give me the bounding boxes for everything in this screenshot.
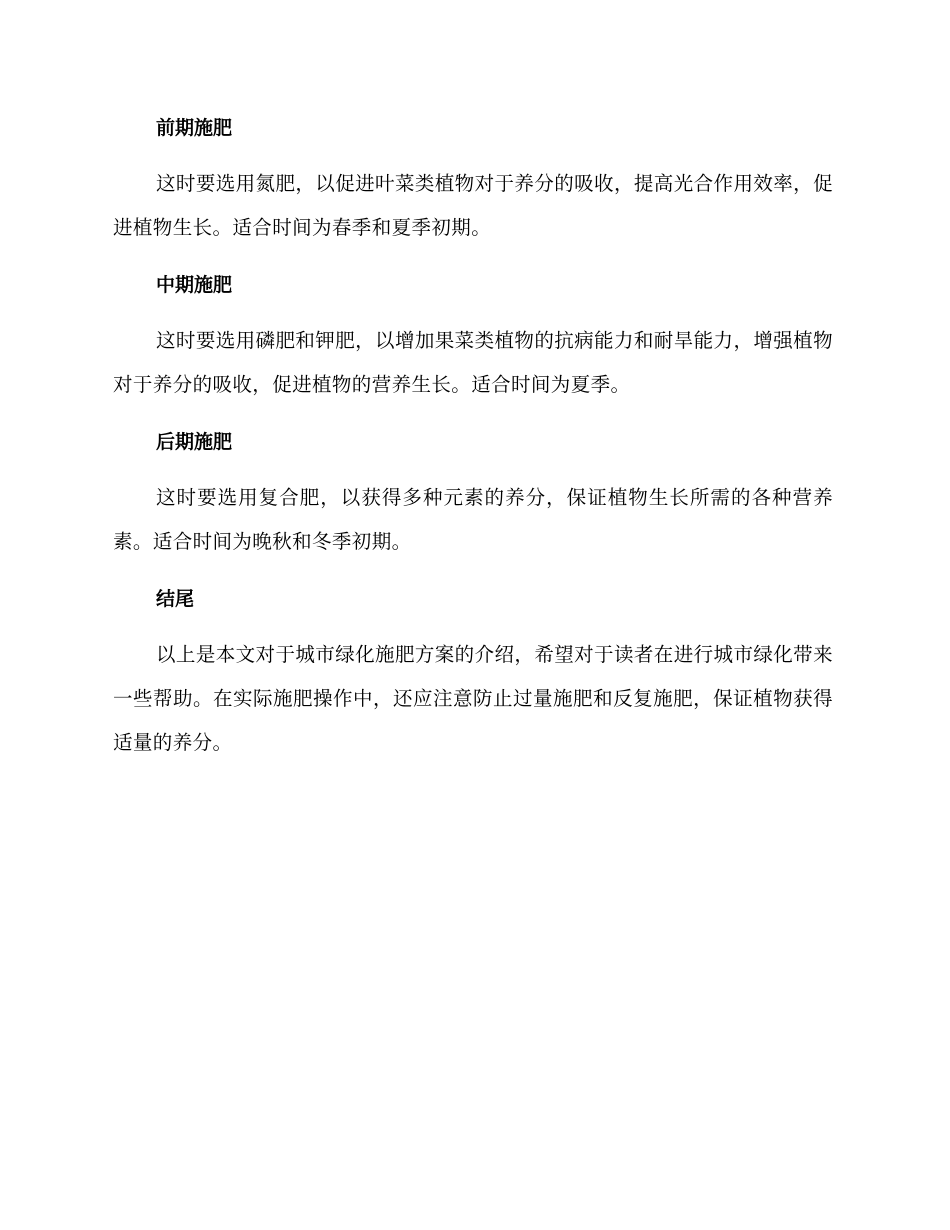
section-paragraph: 这时要选用磷肥和钾肥，以增加果菜类植物的抗病能力和耐旱能力，增强植物对于养分的吸收，促进植物的营养生长。适合时间为夏季。 (113, 329, 833, 396)
section-mid-fertilizing (113, 271, 833, 407)
section-heading: 结尾 (156, 588, 195, 610)
section-heading: 后期施肥 (156, 431, 233, 453)
section-conclusion (113, 585, 833, 765)
section-early-fertilizing (113, 114, 833, 250)
section-late-fertilizing (113, 428, 833, 564)
section-heading: 中期施肥 (156, 274, 233, 296)
section-paragraph: 以上是本文对于城市绿化施肥方案的介绍，希望对于读者在进行城市绿化带来一些帮助。在实际施肥操作中，还应注意防止过量施肥和反复施肥，保证植物获得适量的养分。 (113, 643, 833, 754)
section-heading: 前期施肥 (156, 117, 233, 139)
section-paragraph: 这时要选用氮肥，以促进叶菜类植物对于养分的吸收，提高光合作用效率，促进植物生长。适合时间为春季和夏季初期。 (113, 172, 833, 239)
section-paragraph: 这时要选用复合肥，以获得多种元素的养分，保证植物生长所需的各种营养素。适合时间为晚秋和冬季初期。 (113, 486, 833, 553)
